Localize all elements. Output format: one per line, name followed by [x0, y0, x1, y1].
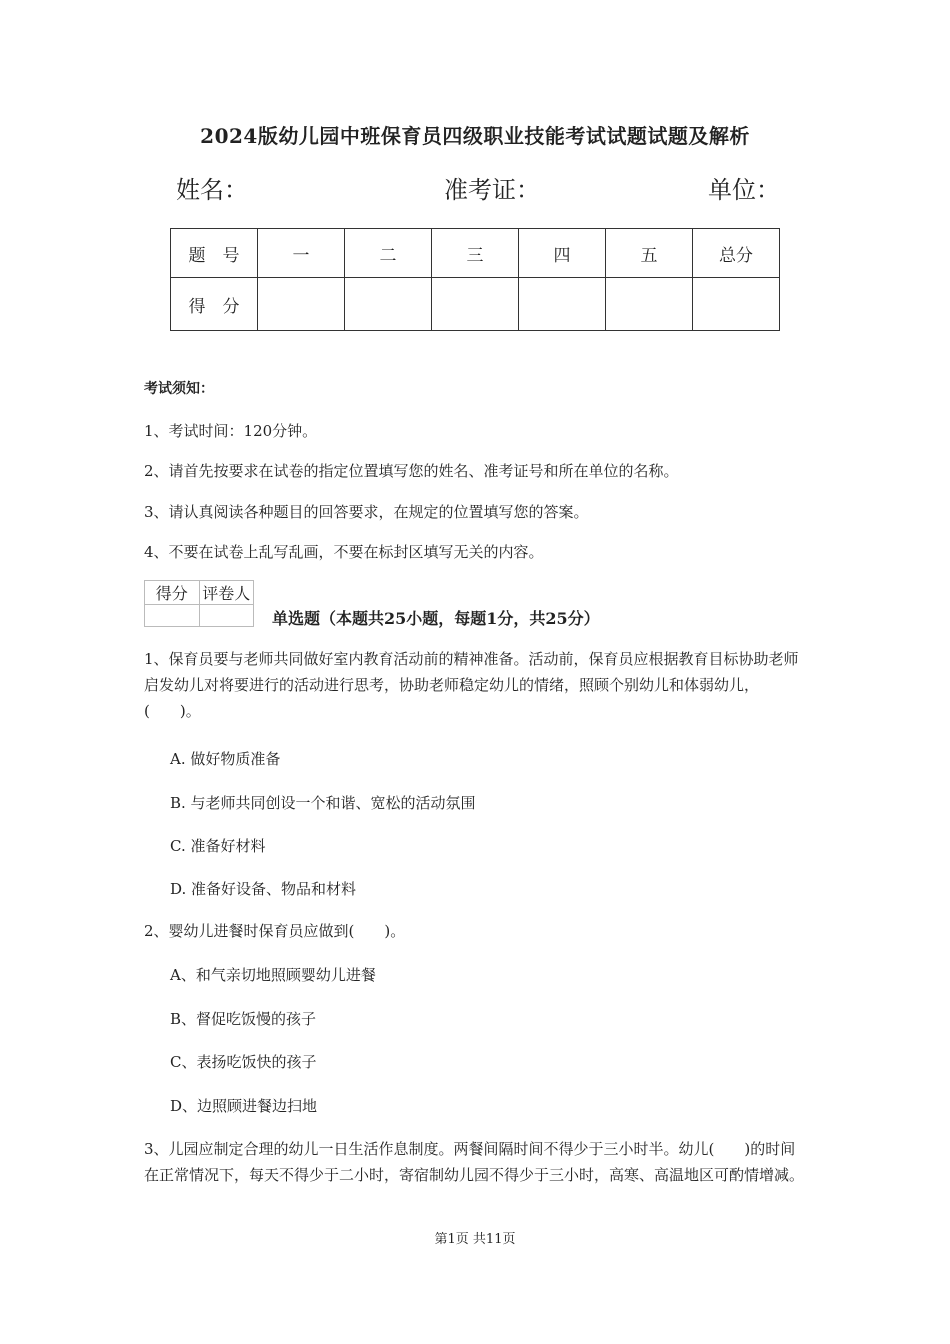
score-table-score-row	[171, 278, 780, 331]
section-title: 单选题（本题共25小题，每题1分，共25分）	[272, 609, 600, 628]
score-cell	[345, 278, 432, 331]
question-text: 1、保育员要与老师共同做好室内教育活动前的精神准备。活动前，保育员应根据教育目标协助老师启发幼儿对将要进行的活动进行思考，协助老师稳定幼儿的情绪，照顾个别幼儿和体弱幼儿，( )。	[144, 650, 799, 720]
grader-box	[144, 580, 254, 627]
question-option: C、表扬吃饭快的孩子	[170, 1053, 317, 1071]
question-option: C. 准备好材料	[170, 837, 266, 855]
page-footer: 第1页 共11页	[434, 1232, 516, 1247]
notice-item: 3、请认真阅读各种题目的回答要求，在规定的位置填写您的答案。	[144, 503, 589, 521]
score-table	[170, 228, 780, 331]
question-option: D. 准备好设备、物品和材料	[170, 880, 357, 898]
score-header-cell: 四	[519, 229, 606, 278]
score-cell	[693, 278, 780, 331]
score-header-cell: 一	[258, 229, 345, 278]
unit-field-label: 单位：	[708, 176, 780, 204]
question-text: 3、儿园应制定合理的幼儿一日生活作息制度。两餐间隔时间不得少于三小时半。幼儿( )的时间在正常情况下，每天不得少于二小时，寄宿制幼儿园不得少于三小时，高寒、高温地区可酌情增减。	[144, 1140, 805, 1184]
question-text: 2、婴幼儿进餐时保育员应做到( )。	[144, 922, 406, 940]
question-option: B. 与老师共同创设一个和谐、宽松的活动氛围	[170, 794, 476, 812]
notice-title: 考试须知：	[144, 381, 214, 397]
grader-score-cell	[145, 605, 200, 627]
candidate-info-fields	[176, 170, 780, 206]
score-cell	[519, 278, 606, 331]
score-row-label: 得 分	[171, 278, 258, 331]
ticket-field-label: 准考证：	[444, 176, 540, 204]
document-title: 2024版幼儿园中班保育员四级职业技能考试试题试题及解析	[200, 124, 750, 148]
name-field-label: 姓名：	[176, 176, 248, 204]
question-option: D、边照顾进餐边扫地	[170, 1097, 318, 1115]
grader-name-label: 评卷人	[199, 581, 254, 605]
score-cell	[432, 278, 519, 331]
score-header-cell: 三	[432, 229, 519, 278]
notice-item: 2、请首先按要求在试卷的指定位置填写您的姓名、准考证号和所在单位的名称。	[144, 462, 679, 480]
score-header-cell: 五	[606, 229, 693, 278]
score-cell	[606, 278, 693, 331]
score-header-cell: 题 号	[171, 229, 258, 278]
score-table-header-row	[171, 229, 780, 278]
grader-name-cell	[199, 605, 254, 627]
score-cell	[258, 278, 345, 331]
score-header-cell: 总分	[693, 229, 780, 278]
question-option: B、督促吃饭慢的孩子	[170, 1010, 317, 1028]
question-option: A. 做好物质准备	[170, 750, 281, 768]
notice-item: 4、不要在试卷上乱写乱画，不要在标封区填写无关的内容。	[144, 543, 544, 561]
score-header-cell: 二	[345, 229, 432, 278]
notice-item: 1、考试时间：120分钟。	[144, 422, 318, 440]
question-option: A、和气亲切地照顾婴幼儿进餐	[170, 966, 376, 984]
grader-score-label: 得分	[145, 581, 200, 605]
